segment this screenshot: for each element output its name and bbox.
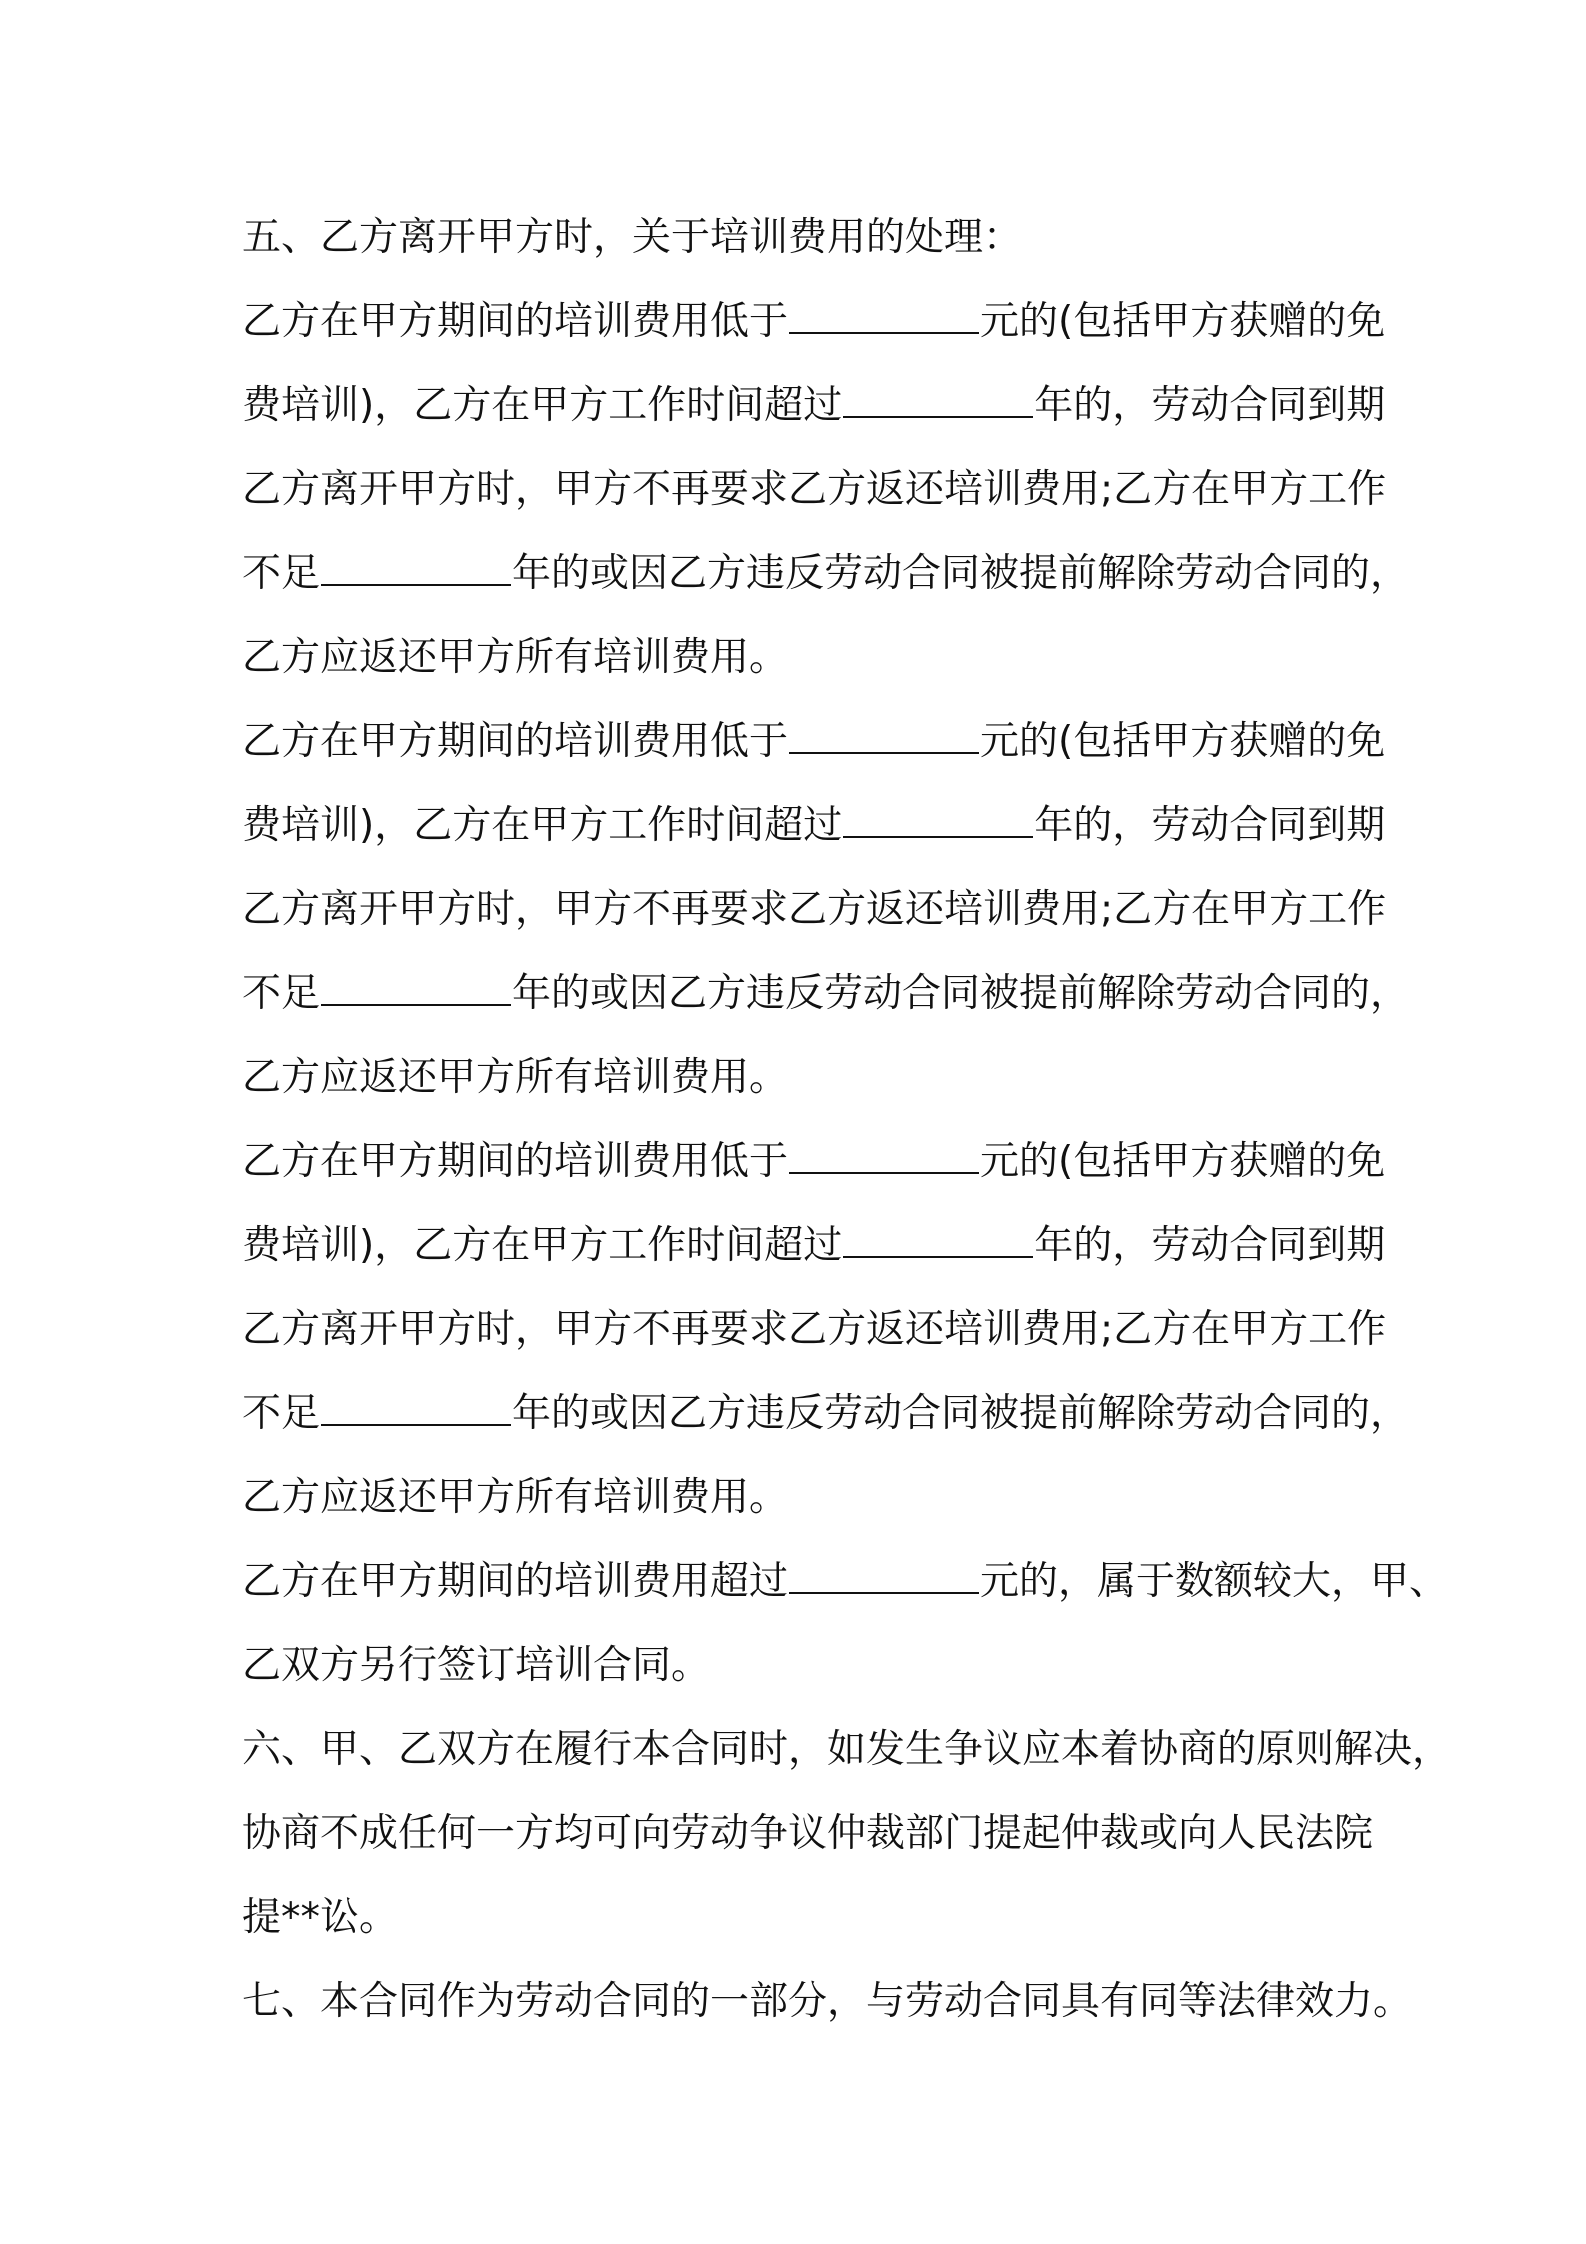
text-line — [242, 1120, 1386, 1204]
text-line — [242, 532, 1410, 616]
text-line — [242, 1960, 1413, 2044]
text-line — [242, 1876, 1362, 1960]
line-text: 费培训)，乙方在甲方工作时间超过 — [242, 1223, 843, 1268]
line-text: 乙方离开甲方时，甲方不再要求乙方返还培训费用;乙方在甲方工作 — [242, 887, 1387, 932]
line-text: 不足 — [242, 551, 321, 596]
line-text: 乙方离开甲方时，甲方不再要求乙方返还培训费用;乙方在甲方工作 — [242, 1307, 1387, 1352]
line-text: 乙方在甲方期间的培训费用超过 — [242, 1559, 789, 1604]
line-text: 五、乙方离开甲方时，关于培训费用的处理： — [242, 215, 1023, 260]
fill-in-blank[interactable] — [789, 302, 979, 334]
line-text: 不足 — [242, 971, 321, 1016]
line-text: 费培训)，乙方在甲方工作时间超过 — [242, 383, 843, 428]
text-line — [242, 1624, 1362, 1708]
fill-in-blank[interactable] — [789, 722, 979, 754]
text-line — [242, 952, 1410, 1036]
line-text: 提**讼。 — [242, 1895, 399, 1940]
document-body — [242, 196, 1452, 2044]
line-text: 乙方离开甲方时，甲方不再要求乙方返还培训费用;乙方在甲方工作 — [242, 467, 1387, 512]
line-text: 年的或因乙方违反劳动合同被提前解除劳动合同的， — [512, 971, 1410, 1016]
fill-in-blank[interactable] — [789, 1562, 979, 1594]
line-text: 乙方应返还甲方所有培训费用。 — [242, 1475, 789, 1520]
text-line — [242, 1540, 1449, 1624]
line-text: 年的或因乙方违反劳动合同被提前解除劳动合同的， — [512, 551, 1410, 596]
line-text: 年的或因乙方违反劳动合同被提前解除劳动合同的， — [512, 1391, 1410, 1436]
text-line — [242, 700, 1386, 784]
line-text: 乙方在甲方期间的培训费用低于 — [242, 1139, 789, 1184]
line-text: 六、甲、乙双方在履行本合同时，如发生争议应本着协商的原则解决， — [242, 1727, 1452, 1772]
line-text: 元的(包括甲方获赠的免 — [980, 719, 1386, 764]
fill-in-blank[interactable] — [321, 1394, 511, 1426]
fill-in-blank[interactable] — [843, 806, 1033, 838]
fill-in-blank[interactable] — [321, 974, 511, 1006]
line-text: 乙方在甲方期间的培训费用低于 — [242, 299, 789, 344]
text-line — [242, 784, 1386, 868]
fill-in-blank[interactable] — [789, 1142, 979, 1174]
text-line — [242, 1204, 1386, 1288]
text-line — [242, 280, 1386, 364]
line-text: 不足 — [242, 1391, 321, 1436]
fill-in-blank[interactable] — [321, 554, 511, 586]
line-text: 乙方在甲方期间的培训费用低于 — [242, 719, 789, 764]
fill-in-blank[interactable] — [843, 1226, 1033, 1258]
line-text: 年的，劳动合同到期 — [1034, 383, 1386, 428]
text-line — [242, 1792, 1374, 1876]
line-text: 元的(包括甲方获赠的免 — [980, 299, 1386, 344]
text-line — [242, 616, 1362, 700]
line-text: 元的(包括甲方获赠的免 — [980, 1139, 1386, 1184]
text-line — [242, 1288, 1387, 1372]
text-line — [242, 1036, 1362, 1120]
line-text: 乙方应返还甲方所有培训费用。 — [242, 635, 789, 680]
line-text: 协商不成任何一方均可向劳动争议仲裁部门提起仲裁或向人民法院 — [242, 1811, 1374, 1856]
line-text: 年的，劳动合同到期 — [1034, 803, 1386, 848]
line-text: 年的，劳动合同到期 — [1034, 1223, 1386, 1268]
text-line — [242, 868, 1387, 952]
text-line — [242, 1456, 1362, 1540]
fill-in-blank[interactable] — [843, 386, 1033, 418]
line-text: 元的，属于数额较大，甲、 — [980, 1559, 1449, 1604]
text-line — [242, 196, 1362, 280]
line-text: 费培训)，乙方在甲方工作时间超过 — [242, 803, 843, 848]
text-line — [242, 448, 1387, 532]
text-line — [242, 1708, 1452, 1792]
text-line — [242, 1372, 1410, 1456]
line-text: 乙双方另行签订培训合同。 — [242, 1643, 711, 1688]
line-text: 七、本合同作为劳动合同的一部分，与劳动合同具有同等法律效力。 — [242, 1979, 1413, 2024]
line-text: 乙方应返还甲方所有培训费用。 — [242, 1055, 789, 1100]
text-line — [242, 364, 1386, 448]
